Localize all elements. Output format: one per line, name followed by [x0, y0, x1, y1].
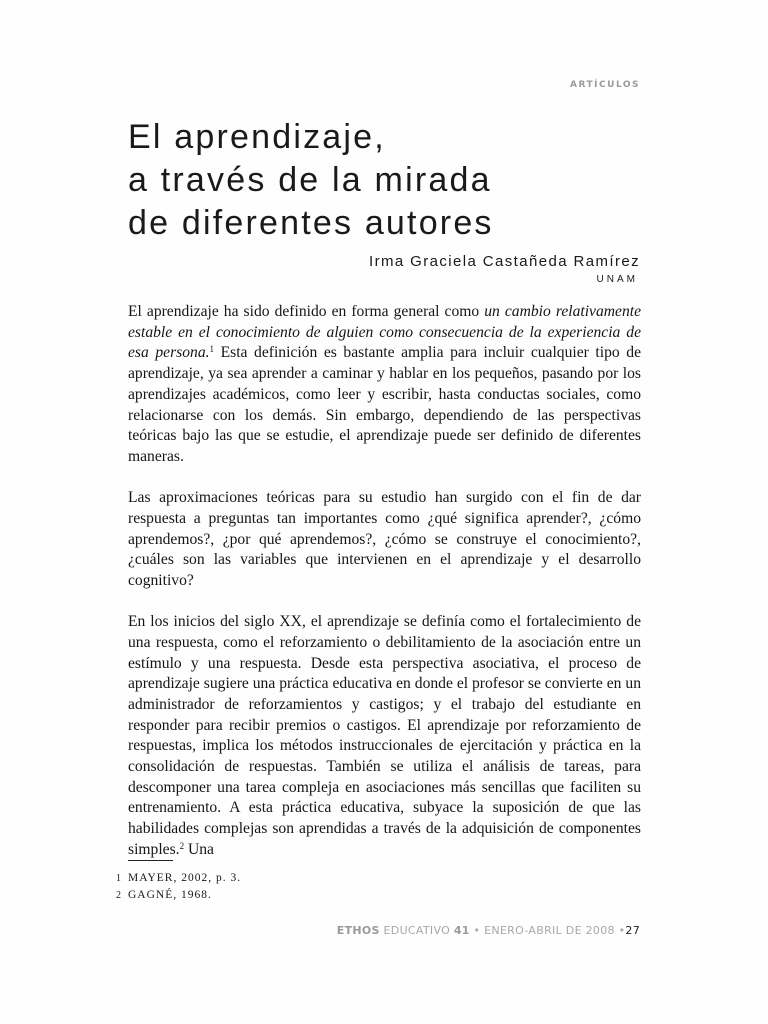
paragraph-text: Esta definición es bastante amplia para incluir cualquier tipo de aprendizaje, ya sea aprender a caminar y hablar en los pequeños, pasando por los aprendizajes académicos, como leer y escribir, hasta conductas sociales, como relacionarse con los demás. Sin embargo, dependiendo de las perspectivas teóricas bajo las que se estudie, el aprendizaje puede ser definido de diferentes maneras. [128, 344, 641, 465]
title-line: a través de la mirada [128, 161, 492, 199]
footnote [116, 870, 241, 887]
author-name: Irma Graciela Castañeda Ramírez [369, 253, 640, 270]
author-affiliation: UNAM [596, 274, 638, 285]
definition-italic: un cambio relativamente estable en el conocimiento de alguien como consecuencia de la experiencia de esa persona. [128, 303, 641, 362]
paragraph [128, 302, 641, 468]
issue-number: 41 [453, 924, 470, 937]
page-number: 27 [625, 924, 640, 937]
footnote-number: 1 [116, 873, 121, 884]
issue-date: • ENERO-ABRIL DE 2008 • [469, 924, 626, 937]
page-footer [337, 924, 640, 937]
title-line: de diferentes autores [128, 204, 494, 242]
footnote-ref: 1 [209, 344, 215, 355]
paragraph-text: El aprendizaje ha sido definido en forma general como [128, 303, 485, 320]
footnote-text: GAGNÉ, 1968. [128, 889, 212, 901]
paragraph: Las aproximaciones teóricas para su estudio han surgido con el fin de dar respuesta a preguntas tan importantes como ¿qué significa aprender?, ¿cómo aprendemos?, ¿por qué aprendemos?, ¿cómo se construye el conocimiento?, ¿cuáles son las variables que intervienen en el aprendizaje y el desarrollo cognitivo? [128, 489, 641, 589]
section-label: ARTÍCULOS [570, 80, 640, 90]
journal-name-rest: EDUCATIVO [379, 924, 454, 937]
paragraph-text: En los inicios del siglo XX, el aprendizaje se definía como el fortalecimiento de una respuesta, como el reforzamiento o debilitamiento de la asociación entre un estímulo y una respuesta. Desde esta perspectiva asociativa, el proceso de aprendizaje sugiere una práctica educativa en donde el profesor se convierte en un administrador de reforzamientos y castigos; y el trabajo del estudiante en responder para recibir premios o castigos. El aprendizaje por reforzamiento de respuestas, implica los métodos instruccionales de ejercitación y práctica en la consolidación de respuestas. También se utiliza el análisis de tareas, para descomponer una tarea compleja en asociaciones más sencillas que faciliten su entrenamiento. A esta práctica educativa, subyace la suposición de que las habilidades complejas son aprendidas a través de la adquisición de componentes simples. [128, 613, 641, 858]
footnote-text: MAYER, 2002, p. 3. [128, 872, 242, 884]
footnote-number: 2 [116, 890, 121, 901]
footnotes [116, 870, 241, 904]
title-line: El aprendizaje, [128, 118, 386, 156]
article-body [128, 302, 641, 881]
paragraph-text: Una [184, 840, 214, 858]
journal-name: ETHOS [336, 924, 380, 937]
paragraph [128, 612, 641, 860]
footnote-ref: 2 [179, 840, 185, 851]
footnote [116, 887, 241, 904]
article-title [128, 116, 494, 245]
footnote-divider [128, 860, 173, 861]
